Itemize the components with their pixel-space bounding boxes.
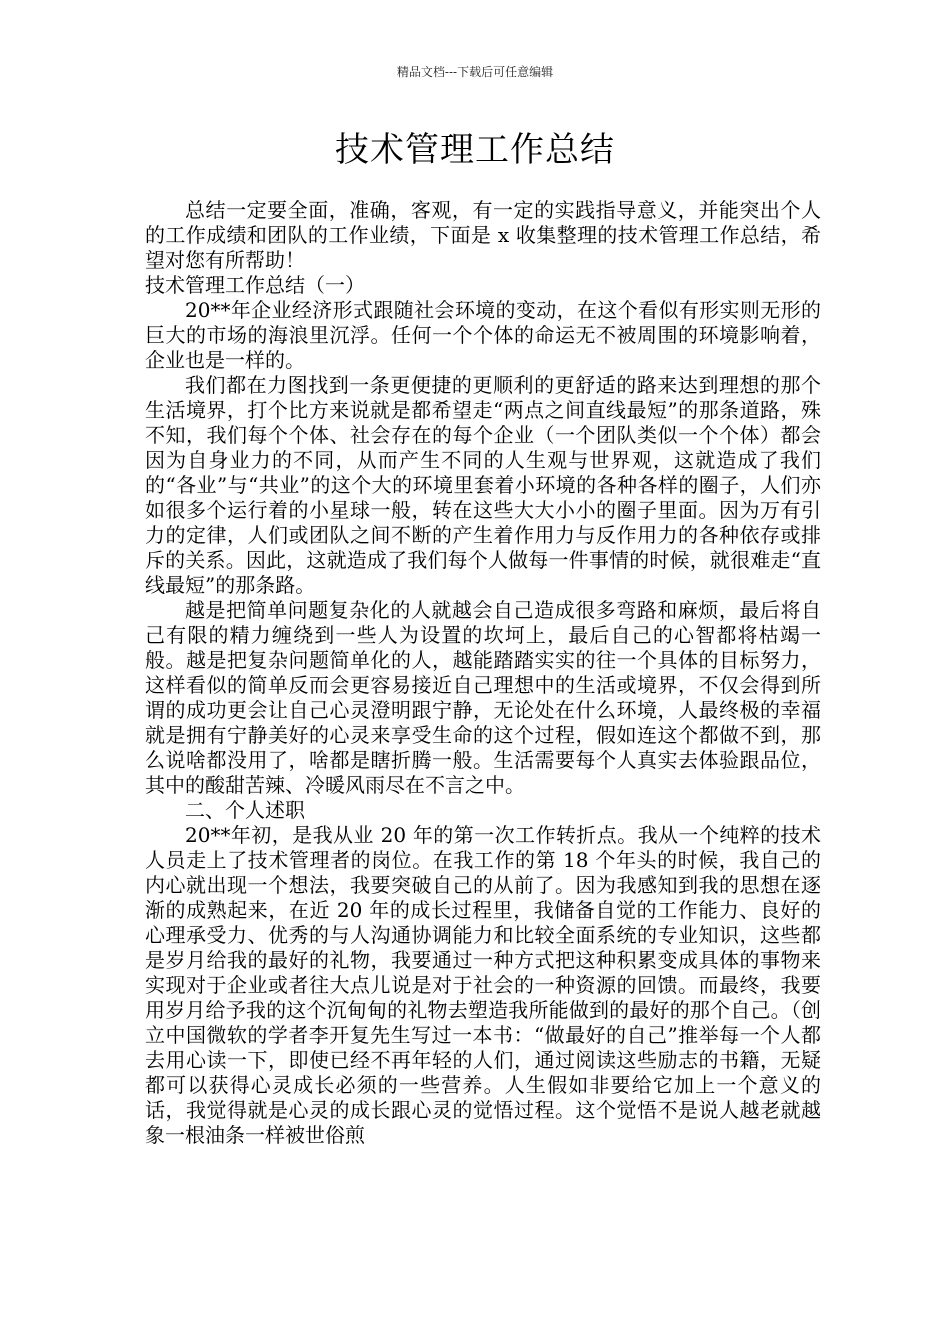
section-heading-1: 技术管理工作总结（一）	[145, 273, 365, 297]
section-heading-2: 二、个人述职	[185, 798, 305, 822]
document-body	[145, 198, 821, 1148]
intro-paragraph: 总结一定要全面，准确，客观，有一定的实践指导意义，并能突出个人的工作成绩和团队的工作业绩，下面是 x 收集整理的技术管理工作总结，希望对您有所帮助！	[145, 198, 821, 272]
body-paragraph: 越是把简单问题复杂化的人就越会自己造成很多弯路和麻烦，最后将自己有限的精力缠绕到一些人为设置的坎坷上，最后自己的心智都将枯竭一般。越是把复杂问题简单化的人，越能踏踏实实的往一个具体的目标努力，这样看似的简单反而会更容易接近自己理想中的生活或境界，不仅会得到所谓的成功更会让自己心灵澄明跟宁静，无论处在什么环境，人最终极的幸福就是拥有宁静美好的心灵来享受生命的这个过程，假如连这个都做不到，那么说啥都没用了，啥都是瞎折腾一般。生活需要每个人真实去体验跟品位，其中的酸甜苦辣、冷暖风雨尽在不言之中。	[145, 598, 821, 797]
body-paragraph: 我们都在力图找到一条更便捷的更顺利的更舒适的路来达到理想的那个生活境界，打个比方来说就是都希望走“两点之间直线最短”的那条道路，殊不知，我们每个个体、社会存在的每个企业（一个团队类似一个个体）都会因为自身业力的不同，从而产生不同的人生观与世界观，这就造成了我们的“各业”与“共业”的这个大的环境里套着小环境的各种各样的圈子，人们亦如很多个运行着的小星球一般，转在这些大大小小的圈子里面。因为万有引力的定律，人们或团队之间不断的产生着作用力与反作用力的各种依存或排斥的关系。因此，这就造成了我们每个人做每一件事情的时候，就很难走“直线最短”的那条路。	[145, 373, 821, 597]
page-header-note: 精品文档---下载后可任意编辑	[396, 65, 554, 79]
body-paragraph: 20**年初，是我从业 20 年的第一次工作转折点。我从一个纯粹的技术人员走上了技术管理者的岗位。在我工作的第 18 个年头的时候，我自己的内心就出现一个想法，我要突破自己的从前了。因为我感知到我的思想在逐渐的成熟起来，在近 20 年的成长过程里，我储备自觉的工作能力、良好的心理承受力、优秀的与人沟通协调能力和比较全面系统的专业知识，这些都是岁月给我的最好的礼物，我要通过一种方式把这种积累变成具体的事物来实现对于企业或者往大点儿说是对于社会的一种资源的回馈。而最终，我要用岁月给予我的这个沉甸甸的礼物去塑造我所能做到的最好的那个自己。（创立中国微软的学者李开复先生写过一本书：“做最好的自己”推举每一个人都去用心读一下，即使已经不再年轻的人们，通过阅读这些励志的书籍，无疑都可以获得心灵成长必须的一些营养。人生假如非要给它加上一个意义的话，我觉得就是心灵的成长跟心灵的觉悟过程。这个觉悟不是说人越老就越象一根油条一样被世俗煎	[145, 823, 821, 1147]
document-title: 技术管理工作总结	[335, 130, 615, 170]
body-paragraph: 20**年企业经济形式跟随社会环境的变动，在这个看似有形实则无形的巨大的市场的海浪里沉浮。任何一个个体的命运无不被周围的环境影响着，企业也是一样的。	[145, 298, 821, 372]
